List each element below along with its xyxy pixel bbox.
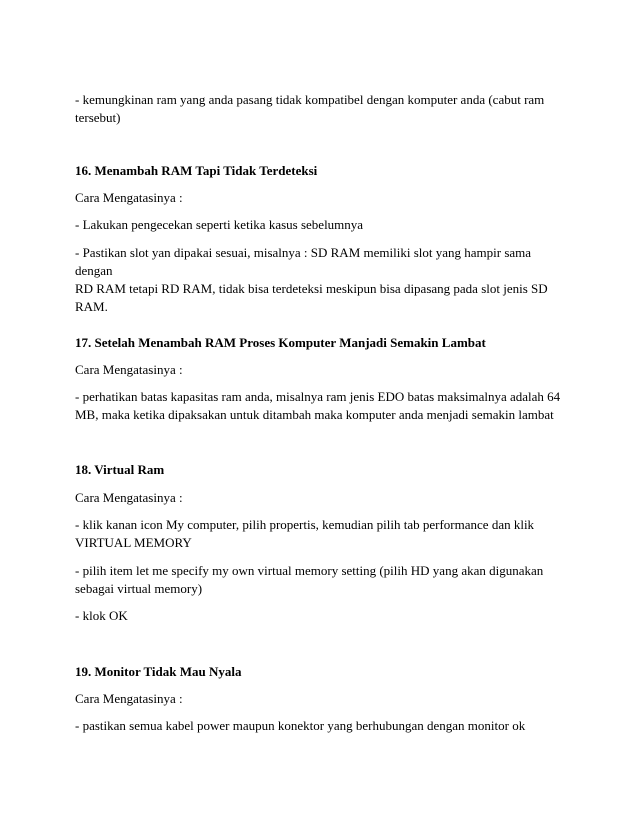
paragraph-18-step-3: - klok OK [75, 608, 128, 623]
paragraph-16-step-1: - Lakukan pengecekan seperti ketika kasus sebelumnya [75, 217, 364, 232]
paragraph-18-cara: Cara Mengatasinya : [75, 490, 183, 505]
heading-18: 18. Virtual Ram [75, 462, 165, 477]
paragraph-18-step-1: - klik kanan icon My computer, pilih propertis, kemudian pilih tab performance dan klik VIRTUAL MEMORY [75, 517, 535, 550]
paragraph-16-cara: Cara Mengatasinya : [75, 190, 183, 205]
heading-19: 19. Monitor Tidak Mau Nyala [75, 664, 242, 679]
paragraph-ram-incompatible: - kemungkinan ram yang anda pasang tidak kompatibel dengan komputer anda (cabut ram tersebut) [75, 92, 545, 125]
paragraph-16-step-2: - Pastikan slot yan dipakai sesuai, misalnya : SD RAM memiliki slot yang hampir sama dengan RD RAM tetapi RD RAM, tidak bisa terdeteksi meskipun bisa dipasang pada slot jenis SD RAM. [75, 245, 548, 314]
paragraph-18-step-2: - pilih item let me specify my own virtual memory setting (pilih HD yang akan digunakan sebagai virtual memory) [75, 563, 544, 596]
heading-17: 17. Setelah Menambah RAM Proses Komputer Manjadi Semakin Lambat [75, 335, 486, 350]
paragraph-19-step-1: - pastikan semua kabel power maupun konektor yang berhubungan dengan monitor ok [75, 718, 526, 733]
paragraph-19-cara: Cara Mengatasinya : [75, 691, 183, 706]
paragraph-17-cara: Cara Mengatasinya : [75, 362, 183, 377]
paragraph-17-step-1: - perhatikan batas kapasitas ram anda, misalnya ram jenis EDO batas maksimalnya adalah 64 MB, maka ketika dipaksakan untuk ditambah maka komputer anda menjadi semakin lambat [75, 389, 561, 422]
heading-16: 16. Menambah RAM Tapi Tidak Terdeteksi [75, 163, 318, 178]
